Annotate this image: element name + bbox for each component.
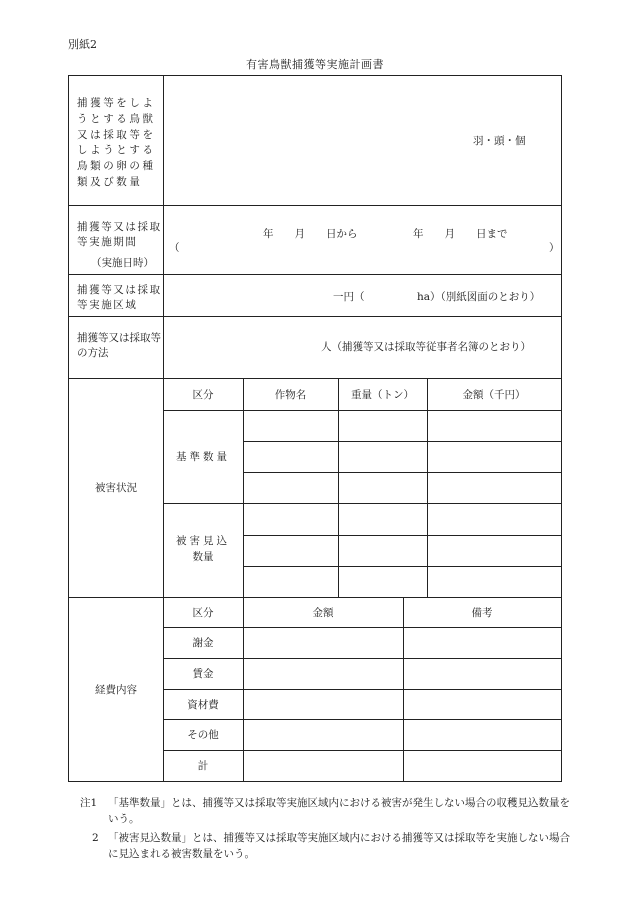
annex-number: 別紙2 <box>68 38 97 51</box>
cost-row-materials: 資材費 <box>187 698 219 711</box>
notes <box>80 795 570 864</box>
note-item <box>80 795 570 828</box>
period-from-field[interactable]: 年 月 日から <box>263 228 358 240</box>
method-value[interactable]: 人（捕獲等又は採取等従事者名簿のとおり） <box>321 341 531 353</box>
cost-label: 経費内容 <box>95 683 137 696</box>
plan-form-table <box>68 75 562 782</box>
damage-header-amount: 金額（千円） <box>462 388 526 401</box>
cost-row-honorarium: 謝金 <box>192 637 214 649</box>
cost-row-total: 計 <box>197 760 209 772</box>
note-item <box>80 830 570 863</box>
cost-row-wages: 賃金 <box>192 668 214 680</box>
area-value-prefix[interactable]: 一円（ <box>333 291 365 303</box>
period-sublabel: （実施日時） <box>91 257 154 269</box>
damage-group-expected <box>163 503 243 597</box>
period-open-paren: （ <box>169 242 180 254</box>
area-label-text: 捕獲等又は採取等実施区域 <box>77 284 162 312</box>
document-title: 有害鳥獣捕獲等実施計画書 <box>246 58 384 71</box>
period-close-paren: ） <box>549 242 560 254</box>
note-number: 注1 <box>80 797 98 809</box>
damage-label: 被害状況 <box>95 482 137 494</box>
cost-row-other: その他 <box>187 729 219 741</box>
note-number: 2 <box>92 831 99 844</box>
note-text: 「被害見込数量」とは、捕獲等又は採取等実施区域内における捕獲等又は採取等を実施しない場合に見込まれる被害数量をいう。 <box>108 831 570 860</box>
damage-header-category: 区分 <box>192 388 214 401</box>
area-label <box>77 283 165 313</box>
period-label <box>77 220 165 250</box>
period-to-field[interactable]: 年 月 日まで <box>413 228 508 240</box>
cost-header-category: 区分 <box>192 606 214 619</box>
cost-header-remarks: 備考 <box>471 606 493 619</box>
note-text: 「基準数量」とは、捕獲等又は採取等実施区域内における被害が発生しない場合の収穫見込数量をいう。 <box>108 797 570 826</box>
damage-group-expected-line2: 数量 <box>192 551 214 563</box>
damage-header-crop: 作物名 <box>274 388 307 401</box>
species-unit: 羽・頭・個 <box>473 135 526 147</box>
species-label: 捕獲等をしようとする鳥獣又は採取等をしようとする鳥類の卵の種類及び数量 <box>77 97 156 188</box>
damage-header-weight: 重量（トン） <box>351 388 414 401</box>
cost-header-amount: 金額 <box>312 606 334 619</box>
area-value-suffix: ha）（別紙図面のとおり） <box>417 291 541 303</box>
period-label-text: 捕獲等又は採取等実施期間 <box>77 221 162 249</box>
damage-group-expected-line1: 被害見込 <box>176 535 230 548</box>
method-label <box>77 331 165 361</box>
method-label-text: 捕獲等又は採取等の方法 <box>77 332 161 360</box>
damage-group-baseline: 基準数量 <box>176 451 230 463</box>
